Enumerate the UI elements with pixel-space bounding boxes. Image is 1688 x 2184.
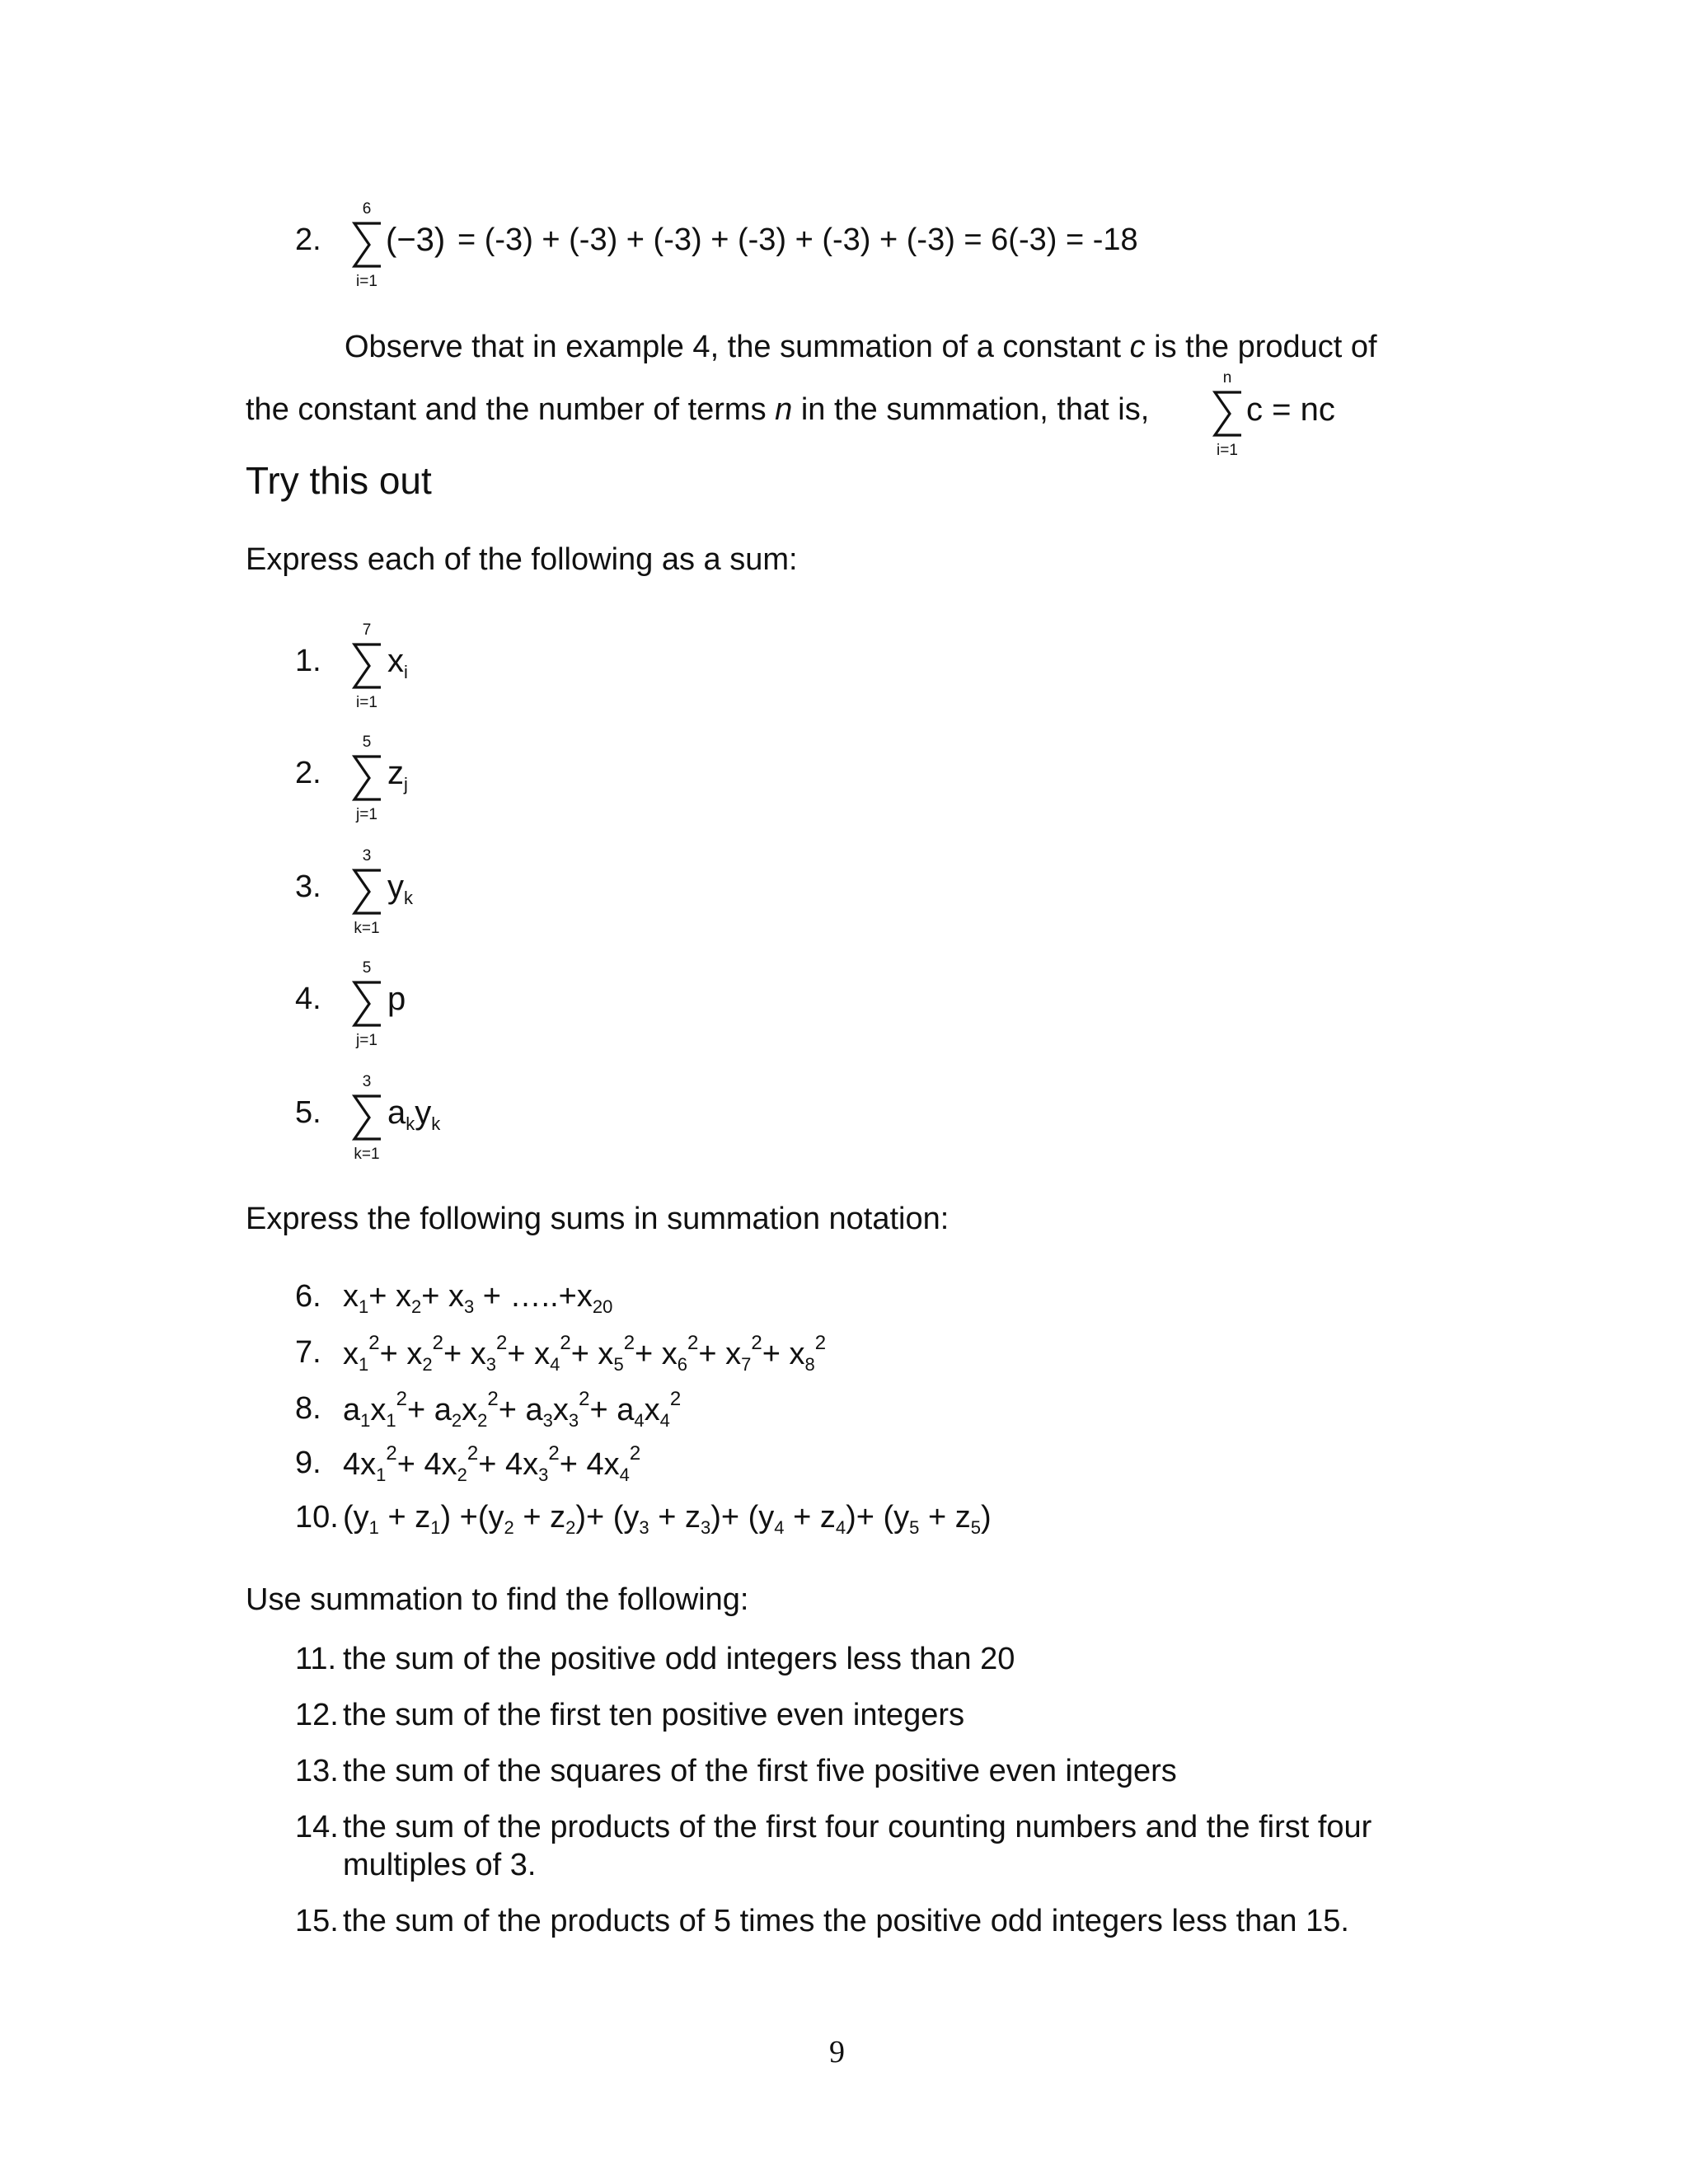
expression-part: x (462, 1393, 478, 1427)
expression-part: x (343, 1279, 359, 1314)
expression-part: )+ (y (575, 1500, 640, 1535)
expression-part: + z (649, 1500, 701, 1535)
problem-text: the sum of the products of 5 times the positive odd integers less than 15. (343, 1904, 1349, 1938)
item-number: 13. (295, 1754, 339, 1788)
expression-part: 2 (487, 1388, 499, 1410)
observation-line-2 (246, 391, 1149, 429)
expression-part: 2 (560, 1332, 571, 1354)
sigma-icon (351, 640, 384, 692)
expression-part: + x (762, 1337, 805, 1371)
expression-part: 2 (579, 1388, 590, 1410)
expression-part: 4 (659, 1410, 670, 1431)
expression-part: + x (698, 1337, 742, 1371)
expression-part: x (644, 1393, 660, 1427)
expression-part: + x (635, 1337, 678, 1371)
expression-part: + x (570, 1337, 614, 1371)
sigma-icon (351, 865, 384, 918)
item-number: 4. (295, 982, 321, 1016)
sum-expression (343, 1277, 612, 1316)
expression-part: 6 (677, 1354, 688, 1375)
sigma-icon (351, 752, 384, 804)
constant-formula: c = nc (1246, 391, 1335, 428)
item-summation (348, 959, 386, 1050)
expression-part: 2 (495, 1332, 508, 1354)
expression-part: 3 (464, 1296, 475, 1317)
item-number: 11. (295, 1642, 337, 1676)
summand (387, 754, 408, 794)
expression-part: 1 (376, 1465, 387, 1485)
summand-index: i (404, 662, 408, 682)
expression-part: + z (513, 1500, 566, 1535)
item-number: 7. (295, 1335, 321, 1370)
expression-part: 3 (568, 1410, 579, 1431)
summand (387, 868, 413, 907)
part3-instruction: Use summation to find the following: (246, 1582, 749, 1617)
sigma-icon (351, 1091, 384, 1144)
expression-part: + a (407, 1393, 452, 1427)
item-number: 8. (295, 1391, 321, 1426)
section-heading: Try this out (246, 459, 432, 502)
expression-part: + 4x (559, 1447, 620, 1482)
constant-summation (1208, 369, 1246, 460)
problem-text: the sum of the squares of the first five positive even integers (343, 1754, 1177, 1788)
expression-part: 3 (639, 1517, 649, 1538)
expression-part: + …..+x (474, 1279, 593, 1314)
expression-part: + z (784, 1500, 836, 1535)
sum-lower-limit: i=1 (356, 273, 377, 290)
problem-text: the sum of the positive odd integers less than 20 (343, 1642, 1015, 1676)
part2-instruction: Express the following sums in summation notation: (246, 1202, 950, 1236)
expression-part: 2 (396, 1388, 407, 1410)
summand-index: k (431, 1113, 441, 1134)
expression-part: (y (343, 1500, 369, 1535)
expression-part: 4 (634, 1410, 645, 1431)
sum-expression (343, 1444, 640, 1484)
problem-text: the sum of the first ten positive even integers (343, 1698, 965, 1732)
expression-part: 2 (669, 1388, 682, 1410)
constant-variable: c (1129, 330, 1146, 364)
item-number: 5. (295, 1095, 321, 1130)
sum-upper-limit: 6 (362, 200, 372, 218)
expression-part: 1 (430, 1517, 441, 1538)
expression-part: 2 (629, 1442, 641, 1465)
summand-index: k (406, 1113, 415, 1134)
terms-variable: n (775, 392, 793, 427)
expression-part: 5 (909, 1517, 920, 1538)
summand-index: k (404, 888, 413, 908)
sum-lower-limit: k=1 (354, 1146, 380, 1163)
expression-part: 2 (411, 1296, 422, 1317)
item-number: 15. (295, 1904, 339, 1938)
expression-part: 2 (432, 1332, 443, 1354)
expression-part: 7 (741, 1354, 752, 1375)
example-summation (348, 200, 386, 291)
expression-part: + a (498, 1393, 543, 1427)
item-number: 10. (295, 1500, 339, 1535)
expression-part: 2 (368, 1332, 380, 1354)
expression-part: 2 (386, 1442, 397, 1465)
expression-part: 1 (359, 1296, 369, 1317)
expression-part: + 4x (396, 1447, 457, 1482)
sum-expression (343, 1390, 681, 1430)
item-summation (348, 733, 386, 824)
item-number: 2. (295, 756, 321, 790)
sigma-icon (351, 977, 384, 1030)
summand-variable: y (415, 1094, 432, 1131)
expression-part: 2 (467, 1442, 479, 1465)
expression-part: ) (980, 1500, 992, 1535)
expression-part: 1 (368, 1517, 379, 1538)
expression-part: 3 (542, 1410, 553, 1431)
expression-part: + x (443, 1337, 486, 1371)
expression-part: a (343, 1393, 361, 1427)
expression-part: + x (368, 1279, 411, 1314)
example-expansion: = (-3) + (-3) + (-3) + (-3) + (-3) + (-3) = 6(-3) = -18 (457, 223, 1138, 257)
sum-expression (343, 1498, 992, 1537)
example-term: (−3) (386, 222, 446, 258)
expression-part: 2 (457, 1465, 467, 1485)
expression-part: 5 (970, 1517, 981, 1538)
sum-upper-limit: 5 (362, 959, 372, 977)
observation-text: in the summation, that is, (792, 392, 1150, 427)
observation-line-1 (345, 328, 1377, 366)
summand-variable: x (387, 643, 404, 679)
expression-part: 2 (751, 1332, 762, 1354)
summand (387, 980, 406, 1018)
sum-upper-limit: 3 (362, 847, 372, 865)
summand-variable: a (387, 1094, 406, 1131)
expression-part: 8 (804, 1354, 815, 1375)
sum-upper-limit: 5 (362, 733, 372, 751)
expression-part: 4 (619, 1465, 630, 1485)
sum-lower-limit: j=1 (356, 806, 377, 823)
expression-part: 3 (485, 1354, 496, 1375)
sum-lower-limit: i=1 (1217, 442, 1238, 459)
expression-part: )+ (y (846, 1500, 910, 1535)
problem-text: the sum of the products of the first four counting numbers and the first four (343, 1810, 1372, 1844)
expression-part: 4 (774, 1517, 785, 1538)
expression-part: 2 (451, 1410, 462, 1431)
observation-text: is the product of (1145, 330, 1377, 364)
expression-part: + x (379, 1337, 423, 1371)
summand-variable: p (387, 981, 406, 1017)
expression-part: ) +(y (440, 1500, 504, 1535)
expression-part: 1 (386, 1410, 396, 1431)
summand (387, 1094, 440, 1133)
problem-text: multiples of 3. (343, 1848, 537, 1882)
page-number: 9 (829, 2035, 845, 2069)
expression-part: x (370, 1393, 387, 1427)
summand-index: j (404, 774, 408, 794)
expression-part: + z (919, 1500, 971, 1535)
expression-part: + x (507, 1337, 551, 1371)
item-number: 6. (295, 1279, 321, 1314)
expression-part: 2 (477, 1410, 488, 1431)
expression-part: 5 (613, 1354, 624, 1375)
item-summation (348, 1073, 386, 1164)
sum-lower-limit: j=1 (356, 1032, 377, 1049)
expression-part: 2 (814, 1332, 827, 1354)
expression-part: 3 (700, 1517, 711, 1538)
summand-variable: z (387, 755, 404, 791)
expression-part: + z (378, 1500, 431, 1535)
item-number: 3. (295, 869, 321, 904)
expression-part: 4x (343, 1447, 377, 1482)
expression-part: 2 (687, 1332, 699, 1354)
expression-part: 4 (835, 1517, 846, 1538)
item-number: 14. (295, 1810, 339, 1844)
sum-upper-limit: 7 (362, 621, 372, 639)
expression-part: 3 (538, 1465, 549, 1485)
expression-part: 2 (422, 1354, 433, 1375)
expression-part: )+ (y (710, 1500, 775, 1535)
part1-instruction: Express each of the following as a sum: (246, 542, 798, 577)
item-number: 9. (295, 1446, 321, 1480)
observation-text: Observe that in example 4, the summation of a constant (345, 330, 1130, 364)
item-summation (348, 621, 386, 712)
observation-text: the constant and the number of terms (246, 392, 776, 427)
expression-part: 1 (360, 1410, 371, 1431)
expression-part: + x (421, 1279, 464, 1314)
sum-lower-limit: i=1 (356, 694, 377, 711)
expression-part: x (343, 1337, 359, 1371)
expression-part: 1 (359, 1354, 369, 1375)
item-summation (348, 847, 386, 938)
expression-part: 2 (504, 1517, 514, 1538)
sum-expression (343, 1333, 826, 1374)
item-number: 12. (295, 1698, 339, 1732)
expression-part: 4 (550, 1354, 560, 1375)
expression-part: + a (589, 1393, 635, 1427)
summand-variable: y (387, 869, 404, 905)
sum-upper-limit: n (1222, 369, 1232, 387)
item-number: 1. (295, 644, 321, 678)
sigma-icon (1212, 387, 1245, 440)
sigma-icon (351, 218, 384, 271)
expression-part: 2 (623, 1332, 635, 1354)
sum-upper-limit: 3 (362, 1073, 372, 1090)
expression-part: 20 (592, 1296, 613, 1317)
expression-part: 2 (548, 1442, 560, 1465)
expression-part: 2 (565, 1517, 576, 1538)
example-number: 2. (295, 223, 321, 257)
summand (387, 642, 408, 682)
expression-part: x (552, 1393, 569, 1427)
expression-part: + 4x (478, 1447, 539, 1482)
sum-lower-limit: k=1 (354, 920, 380, 937)
